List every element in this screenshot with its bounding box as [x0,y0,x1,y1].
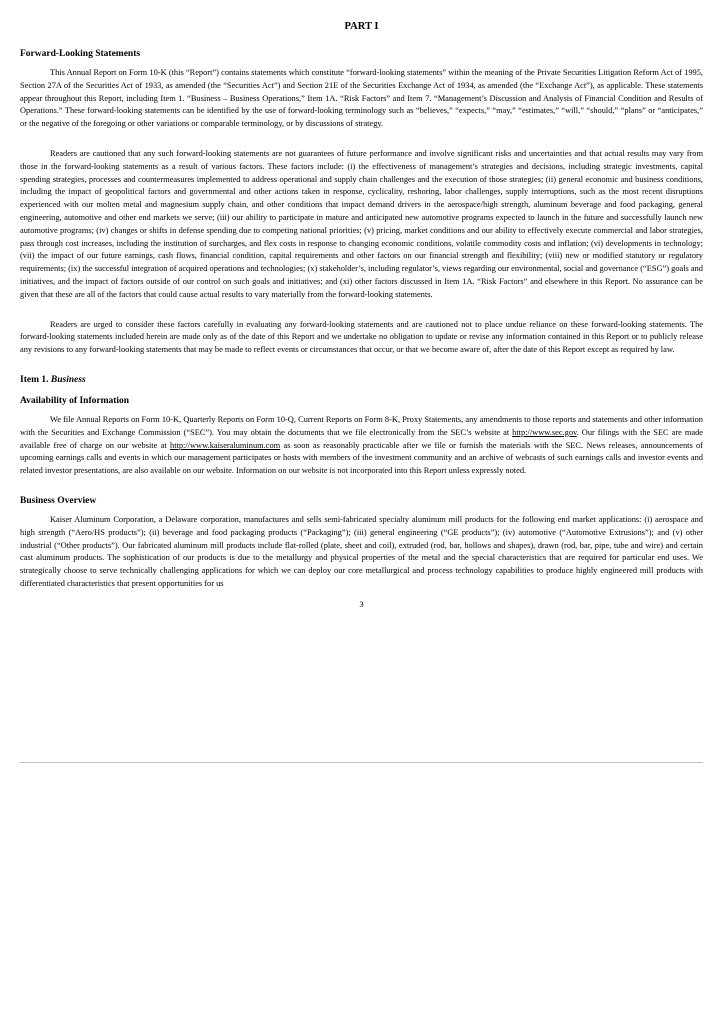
part-title: PART I [344,21,379,32]
forward-looking-paragraph-3: Readers are urged to consider these factors carefully in evaluating any forward-looking statements and are cautioned not to place undue reliance on these forward-looking statements. The forward-looking statements included herein are made only as of the date of this Report and we undertake no obligation to update or revise any information contained in this Report or to publicly release any revisions to any forward-looking statements that may be made to reflect events or circumstances that occur, or that we become aware of, after the date of this Report except as required by law. [20,319,703,355]
availability-text-2: . Our filings with the SEC are made available free of charge on our website at [20,427,703,450]
availability-text-3: as soon as reasonably practicable after we file or furnish the materials with the SEC. News releases, announcements of upcoming earnings calls and events in which our management participates or hosts with members of the investment community and an archive of webcasts of such earnings calls and investor events and related investor presentations, are also available on our website. Information on our website is not incorporated into this Report unless expressly noted. [20,440,703,476]
forward-looking-paragraph-1: This Annual Report on Form 10-K (this “Report”) contains statements which constitute “forward-looking statements” within the meaning of the Private Securities Litigation Reform Act of 1995, Section 27A of the Securities Act of 1933, as amended (the “Securities Act”) and Section 21E of the Securities Exchange Act of 1934, as amended (the “Exchange Act”), as applicable. These statements appear throughout this Report, including Item 1. “Business – Business Operations,” Item 1A. “Risk Factors” and Item 7. “Management’s Discussion and Analysis of Financial Condition and Results of Operations.” These forward-looking statements can be identified by the use of forward-looking terminology such as “believes,” “expects,” “may,” “estimates,” “will,” “should,” “plans” or “anticipates,” or the negative of the foregoing or other variations or comparable terminology, or by discussions of strategy. [20,68,703,129]
sec-website-link[interactable]: http://www.sec.gov [512,427,577,437]
business-overview-heading: Business Overview [20,495,97,506]
item-1-title: Business [50,374,86,385]
item-1-heading [20,374,703,387]
item-1-label: Item 1. [20,374,49,385]
forward-looking-paragraph-2: Readers are cautioned that any such forward-looking statements are not guarantees of future performance and involve significant risks and uncertainties and that actual results may vary from those in the forward-looking statements as a result of various factors. These factors include: (i) the effectiveness of management’s strategies and decisions, including strategic investments, capital spending strategies, processes and countermeasures implemented to address operational and supply chain challenges and the execution of those strategies; (ii) general economic and business conditions, including the impact of geopolitical factors and governmental and other actions taken in response, cyclicality, reshoring, labor challenges, supply interruptions, such as the most recent disruptions experienced with our molten metal and magnesium supply chain, and other conditions that impact demand drivers in the aerospace/high strength, aluminum beverage and food packaging, general engineering, automotive and other end markets we serve; (iii) our ability to participate in mature and anticipated new automotive programs expected to launch in the future and successfully launch new automotive programs; (iv) changes or shifts in defense spending due to competing national priorities; (v) pricing, market conditions and our ability to effectively execute commercial and labor strategies, pass through cost increases, including the institution of surcharges, and flex costs in response to changing economic conditions, volatile commodity costs and inflation; (vi) developments in technology; (vii) the impact of our future earnings, cash flows, financial condition, capital requirements and other factors on our financial strength and flexibility; (viii) new or modified statutory or regulatory requirements; (ix) the successful integration of acquired operations and technologies; (x) stakeholder’s, including regulator’s, views regarding our environmental, social and governance (“ESG”) goals and initiatives, and the impact of factors outside of our control on such goals and initiatives; and (xi) other factors discussed in Item 1A. “Risk Factors” and elsewhere in this Report. No assurance can be given that these are all of the factors that could cause actual results to vary materially from the forward-looking statements. [20,148,703,299]
forward-looking-heading: Forward-Looking Statements [20,49,141,59]
page-divider [20,762,703,763]
page-number: 3 [359,598,364,609]
business-overview-paragraph: Kaiser Aluminum Corporation, a Delaware corporation, manufactures and sells semi-fabricated specialty aluminum mill products for the following end market applications: (i) aerospace and high strength (“Aero/HS products”); (ii) beverage and food packaging products (“Packaging”); (iii) general engineering (“GE products”); (iv) automotive (“Automotive Extrusions”); and (v) other industrial (“Other products”). Our fabricated aluminum mill products include flat-rolled (plate, sheet and coil), extruded (rod, bar, hollows and shapes), drawn (rod, bar, pipe, tube and wire) and certain cast aluminum products. The sophistication of our products is due to the metallurgy and physical properties of the metal and the special characteristics that are required for particular end uses. We strategically choose to serve technically challenging applications for which we can deploy our core metallurgical and process technology capabilities to produce highly engineered mill products with differentiated characteristics that present opportunities for us [20,514,703,588]
availability-text-1: We file Annual Reports on Form 10-K, Quarterly Reports on Form 10-Q, Current Reports on Form 8-K, Proxy Statements, any amendments to those reports and statements and other information with the Securities and Exchange Commission (“SEC”). You may obtain the documents that we file electronically from the SEC’s website at [20,414,703,437]
document-page [20,20,703,610]
availability-heading: Availability of Information [20,395,130,406]
company-website-link[interactable]: http://www.kaiseraluminum.com [170,440,281,450]
availability-paragraph [20,414,703,478]
